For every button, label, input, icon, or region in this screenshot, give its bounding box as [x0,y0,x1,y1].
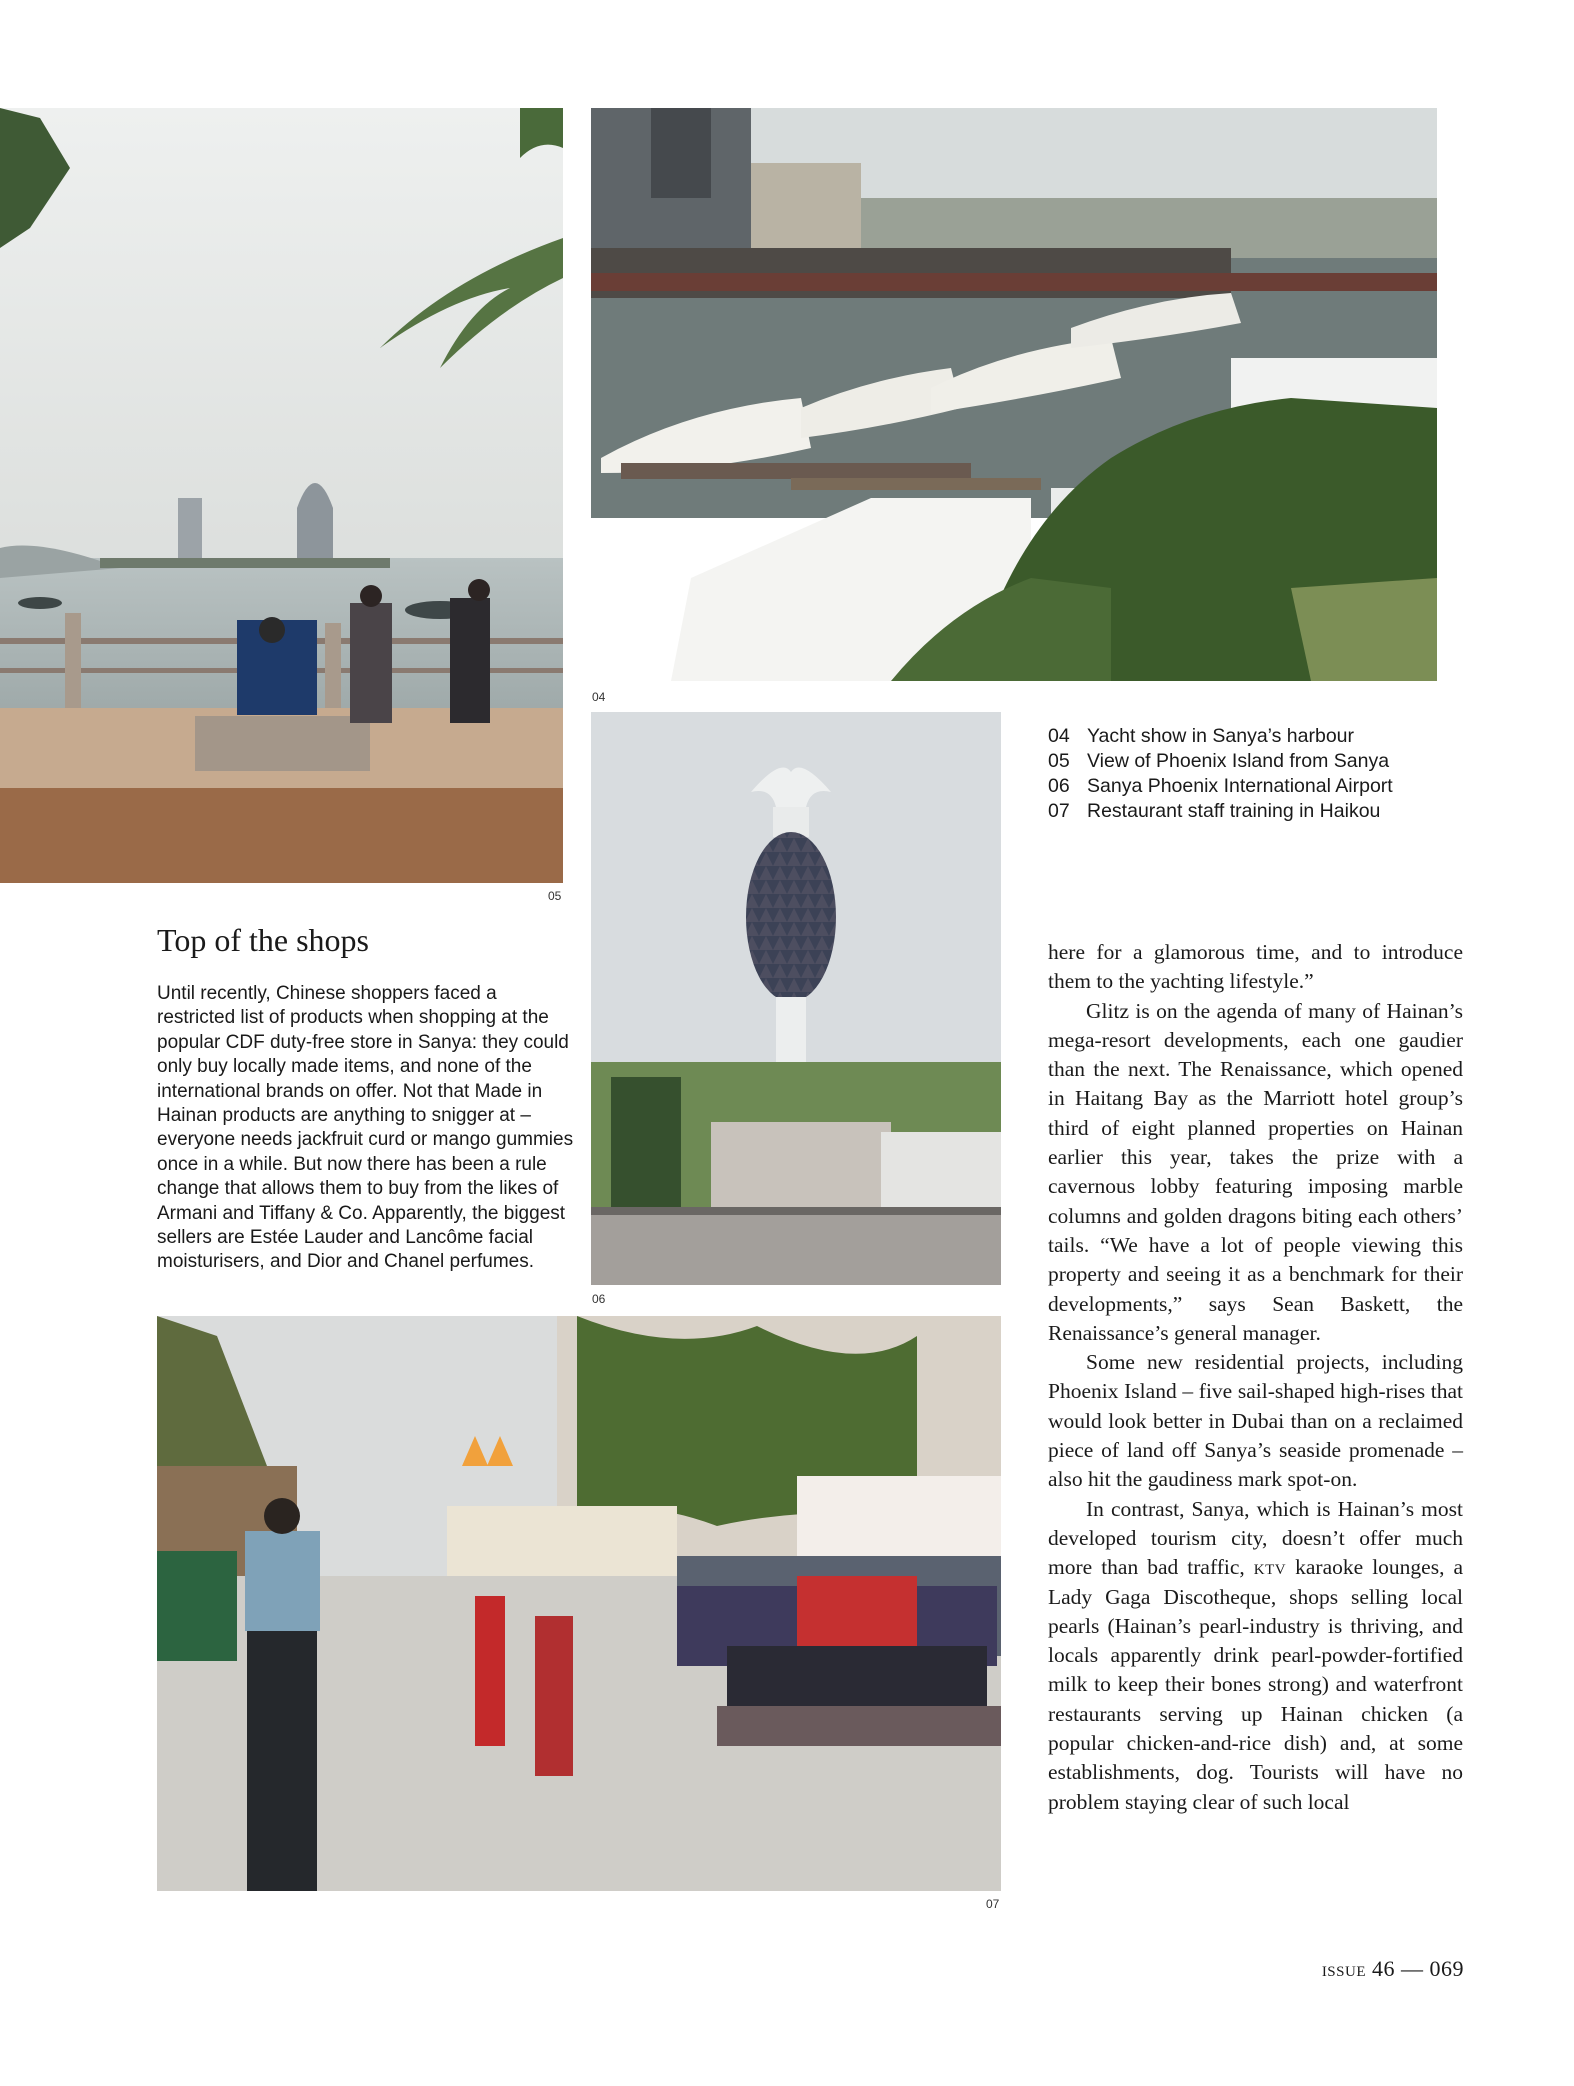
photo-06-pineapple-tower [591,712,1001,1285]
issue-label: issue [1321,1956,1366,1981]
article-paragraph-2: Glitz is on the agenda of many of Hainan’s mega-resort developments, each one gaudier than the next. The Renaissance, which opened in Haitang Bay as the Marriott hotel group’s third of eight planned properties on Hainan earlier this year, takes the prize with a cavernous lobby featuring imposing marble columns and golden dragons biting each others’ tails. “We have a lot of people viewing this property and seeing it as a benchmark for their developments,” says Sean Baskett, the Renaissance’s general manager. [1048,998,1463,1345]
photo-07-number: 07 [986,1897,1000,1911]
sidebar-body: Until recently, Chinese shoppers faced a restricted list of products when shopping at the popular CDF duty-free store in Sanya: they could only buy locally made items, and none of the international brands on offer. Not that Made in Hainan products are anything to snigger at – everyone needs jackfruit curd or mango gummies once in a while. But now there has been a rule change that allows them to buy from the likes of Armani and Tiffany & Co. Apparently, the biggest sellers are Estée Lauder and Lancôme facial moisturisers, and Dior and Chanel perfumes. [157,983,574,1273]
sidebar-title: Top of the shops [157,922,369,958]
folio-separator: — [1401,1956,1424,1981]
page-number: 069 [1429,1956,1464,1981]
ktv-abbreviation: ktv [1253,1555,1287,1580]
photo-captions [1048,724,1448,824]
article-body [1048,938,1463,1817]
photo-04-number: 04 [592,690,606,704]
photo-05-number: 05 [548,889,562,903]
caption-06: 06 Sanya Phoenix International Airport [1048,775,1393,797]
photo-07-restaurant-staff [157,1316,1001,1891]
caption-07: 07 Restaurant staff training in Haikou [1048,800,1381,822]
photo-04-marina [591,108,1437,681]
photo-06-number: 06 [592,1292,606,1306]
article-paragraph-4: In contrast, Sanya, which is Hainan’s most developed tourism city, doesn’t offer much more than bad traffic, ktv karaoke lounges, a Lady Gaga Discotheque, shops selling local pearls (Hainan’s pearl-industry is thriving, and locals apparently drink pearl-powder-fortified milk to keep their bones strong) and waterfront restaurants serving up Hainan chicken (a popular chicken-and-rice dish) and, at some establishments, dog. Tourists will have no problem staying clear of such local [1048,1496,1464,1814]
photo-05-seafront [0,108,563,883]
article-paragraph-3: Some new residential projects, including Phoenix Island – five sail-shaped high-rises that would look better in Dubai than on a reclaimed piece of land off Sanya’s seaside promenade – also hit the gaudiness mark spot-on. [1048,1350,1463,1492]
article-paragraph-1: here for a glamorous time, and to introduce them to the yachting lifestyle.” [1048,940,1463,994]
issue-number: 46 [1372,1956,1395,1981]
caption-05: 05 View of Phoenix Island from Sanya [1048,750,1390,772]
page-folio [1322,1956,1464,1982]
caption-04: 04 Yacht show in Sanya’s harbour [1048,725,1355,747]
